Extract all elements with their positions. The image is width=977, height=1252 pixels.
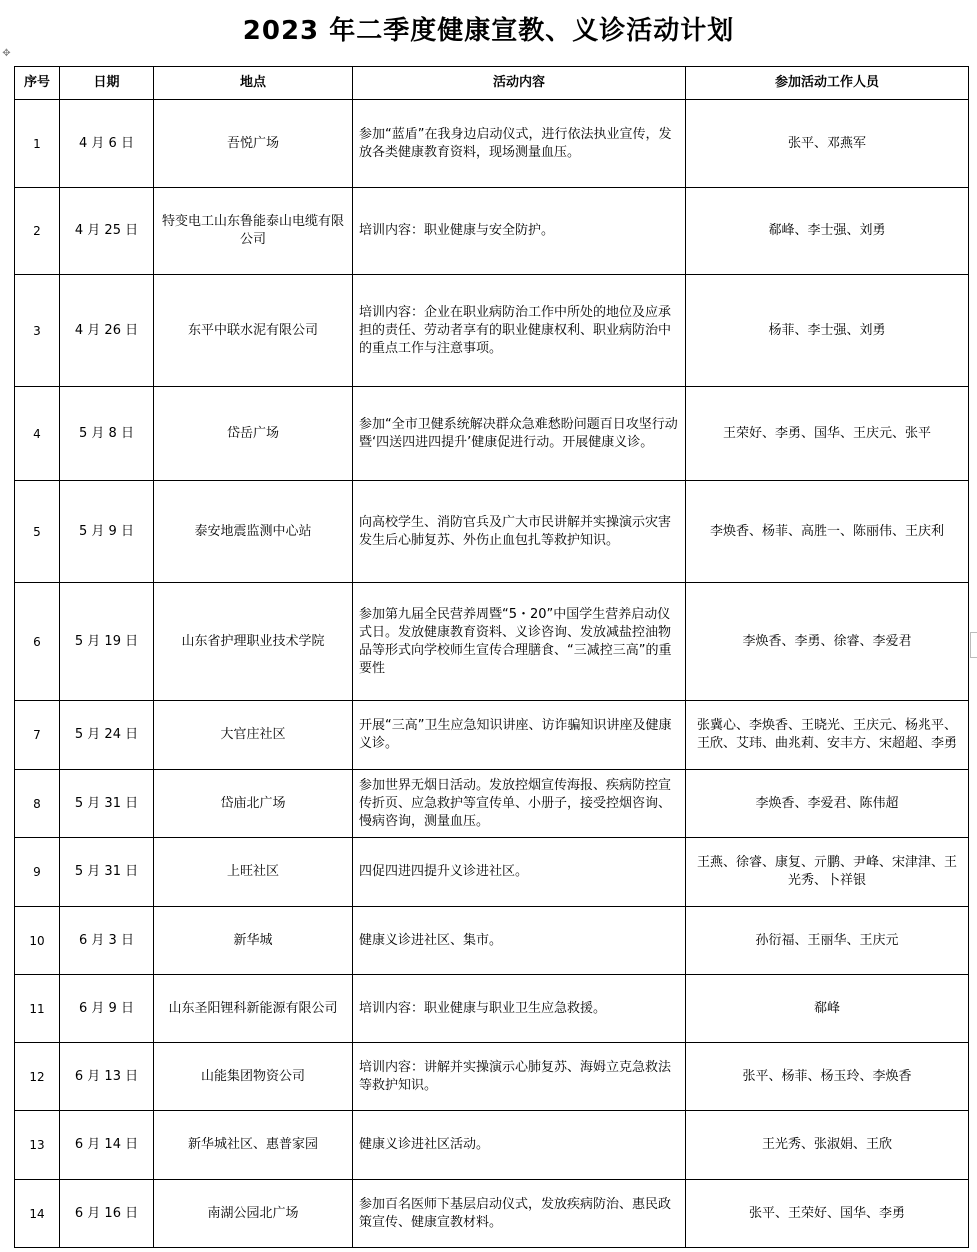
row-staff: 张冀心、李焕香、王晓光、王庆元、杨兆平、王欣、艾玮、曲兆莉、安丰方、宋超超、李勇 xyxy=(686,701,969,770)
table-row xyxy=(15,387,969,481)
row-date: 5 月 19 日 xyxy=(60,583,154,701)
row-place: 南湖公园北广场 xyxy=(154,1180,353,1248)
row-place: 山东圣阳锂科新能源有限公司 xyxy=(154,975,353,1043)
table-row xyxy=(15,583,969,701)
row-number: 9 xyxy=(15,838,60,907)
table-row xyxy=(15,770,969,838)
row-content: 培训内容：讲解并实操演示心肺复苏、海姆立克急救法等救护知识。 xyxy=(353,1043,686,1111)
table-move-handle-icon[interactable]: ✥ xyxy=(2,48,11,59)
document-title: 2023 年二季度健康宣教、义诊活动计划 xyxy=(242,16,735,46)
row-staff: 李焕香、李爱君、陈伟超 xyxy=(686,770,969,838)
row-place: 上旺社区 xyxy=(154,838,353,907)
row-content: 健康义诊进社区活动。 xyxy=(353,1111,686,1180)
row-number: 11 xyxy=(15,975,60,1043)
table-row xyxy=(15,275,969,387)
row-date: 4 月 26 日 xyxy=(60,275,154,387)
row-number: 10 xyxy=(15,907,60,975)
column-header-date: 日期 xyxy=(60,67,154,100)
table-header-row xyxy=(15,67,969,100)
row-place: 东平中联水泥有限公司 xyxy=(154,275,353,387)
row-date: 4 月 25 日 xyxy=(60,188,154,275)
row-staff: 王荣好、李勇、国华、王庆元、张平 xyxy=(686,387,969,481)
row-content: 参加百名医师下基层启动仪式，发放疾病防治、惠民政策宣传、健康宣教材料。 xyxy=(353,1180,686,1248)
row-date: 5 月 31 日 xyxy=(60,838,154,907)
column-header-number: 序号 xyxy=(15,67,60,100)
row-number: 1 xyxy=(15,100,60,188)
row-staff: 李焕香、李勇、徐睿、李爱君 xyxy=(686,583,969,701)
column-header-content: 活动内容 xyxy=(353,67,686,100)
row-date: 5 月 31 日 xyxy=(60,770,154,838)
row-number: 4 xyxy=(15,387,60,481)
row-date: 6 月 13 日 xyxy=(60,1043,154,1111)
row-place: 岱岳广场 xyxy=(154,387,353,481)
row-staff: 王光秀、张淑娟、王欣 xyxy=(686,1111,969,1180)
row-content: 参加世界无烟日活动。发放控烟宣传海报、疾病防控宣传折页、应急救护等宣传单、小册子，接受控烟咨询、慢病咨询，测量血压。 xyxy=(353,770,686,838)
table-row xyxy=(15,188,969,275)
table-row xyxy=(15,100,969,188)
row-number: 7 xyxy=(15,701,60,770)
row-place: 泰安地震监测中心站 xyxy=(154,481,353,583)
activity-plan-table xyxy=(14,66,969,1248)
row-place: 特变电工山东鲁能泰山电缆有限公司 xyxy=(154,188,353,275)
row-number: 8 xyxy=(15,770,60,838)
table-row xyxy=(15,701,969,770)
row-number: 6 xyxy=(15,583,60,701)
row-content: 开展“三高”卫生应急知识讲座、访诈骗知识讲座及健康义诊。 xyxy=(353,701,686,770)
row-place: 新华城社区、惠普家园 xyxy=(154,1111,353,1180)
table-row xyxy=(15,838,969,907)
row-date: 5 月 9 日 xyxy=(60,481,154,583)
table-row xyxy=(15,1180,969,1248)
row-content: 向高校学生、消防官兵及广大市民讲解并实操演示灾害发生后心肺复苏、外伤止血包扎等救护知识。 xyxy=(353,481,686,583)
row-content: 参加“全市卫健系统解决群众急难愁盼问题百日攻坚行动暨‘四送四进四提升’健康促进行动。开展健康义诊。 xyxy=(353,387,686,481)
table-row xyxy=(15,907,969,975)
row-date: 6 月 16 日 xyxy=(60,1180,154,1248)
row-number: 2 xyxy=(15,188,60,275)
row-content: 培训内容：职业健康与职业卫生应急救援。 xyxy=(353,975,686,1043)
column-header-staff: 参加活动工作人员 xyxy=(686,67,969,100)
row-place: 吾悦广场 xyxy=(154,100,353,188)
row-content: 参加“蓝盾”在我身边启动仪式，进行依法执业宣传，发放各类健康教育资料，现场测量血压。 xyxy=(353,100,686,188)
table-row xyxy=(15,1111,969,1180)
row-date: 6 月 3 日 xyxy=(60,907,154,975)
row-place: 新华城 xyxy=(154,907,353,975)
page-edge-marker xyxy=(970,632,977,658)
table-row xyxy=(15,481,969,583)
row-number: 5 xyxy=(15,481,60,583)
row-place: 山东省护理职业技术学院 xyxy=(154,583,353,701)
row-staff: 郗峰、李士强、刘勇 xyxy=(686,188,969,275)
row-date: 6 月 14 日 xyxy=(60,1111,154,1180)
row-date: 5 月 8 日 xyxy=(60,387,154,481)
row-staff: 王燕、徐睿、康复、亓鹏、尹峰、宋津津、王光秀、卜祥银 xyxy=(686,838,969,907)
row-staff: 郗峰 xyxy=(686,975,969,1043)
row-date: 6 月 9 日 xyxy=(60,975,154,1043)
row-place: 岱庙北广场 xyxy=(154,770,353,838)
row-content: 四促四进四提升义诊进社区。 xyxy=(353,838,686,907)
row-staff: 张平、王荣好、国华、李勇 xyxy=(686,1180,969,1248)
row-content: 培训内容：职业健康与安全防护。 xyxy=(353,188,686,275)
table-row xyxy=(15,975,969,1043)
row-number: 12 xyxy=(15,1043,60,1111)
row-number: 14 xyxy=(15,1180,60,1248)
table-row xyxy=(15,1043,969,1111)
row-content: 培训内容：企业在职业病防治工作中所处的地位及应承担的责任、劳动者享有的职业健康权利、职业病防治中的重点工作与注意事项。 xyxy=(353,275,686,387)
row-content: 健康义诊进社区、集市。 xyxy=(353,907,686,975)
row-staff: 李焕香、杨菲、高胜一、陈丽伟、王庆利 xyxy=(686,481,969,583)
column-header-place: 地点 xyxy=(154,67,353,100)
row-date: 4 月 6 日 xyxy=(60,100,154,188)
row-staff: 张平、杨菲、杨玉玲、李焕香 xyxy=(686,1043,969,1111)
row-place: 山能集团物资公司 xyxy=(154,1043,353,1111)
row-place: 大官庄社区 xyxy=(154,701,353,770)
row-number: 13 xyxy=(15,1111,60,1180)
row-content: 参加第九届全民营养周暨“5・20”中国学生营养启动仪式日。发放健康教育资料、义诊咨询、发放减盐控油物品等形式向学校师生宣传合理膳食、“三减控三高”的重要性 xyxy=(353,583,686,701)
row-staff: 孙衍福、王丽华、王庆元 xyxy=(686,907,969,975)
row-number: 3 xyxy=(15,275,60,387)
row-date: 5 月 24 日 xyxy=(60,701,154,770)
row-staff: 张平、邓燕军 xyxy=(686,100,969,188)
row-staff: 杨菲、李士强、刘勇 xyxy=(686,275,969,387)
